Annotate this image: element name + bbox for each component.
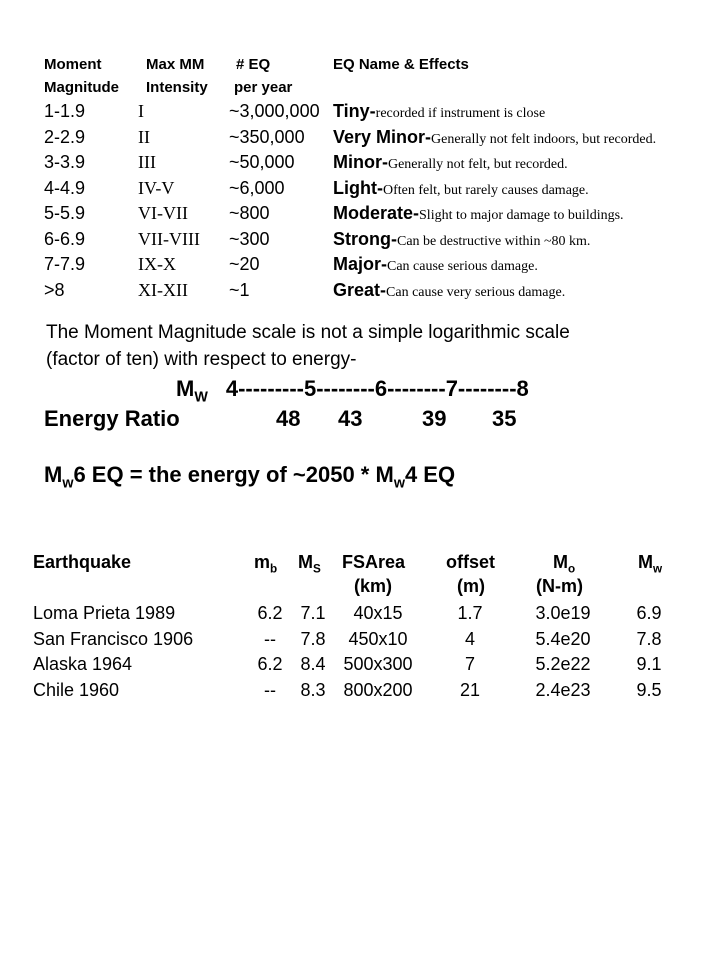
eq-mb-cell: -- [264,628,276,649]
energy-ratio-value: 35 [492,406,517,431]
eq-name: Light- [333,177,383,198]
energy-comparison [44,462,455,491]
t2-header-mb-sub: b [270,562,278,576]
eq-per-year: ~300 [229,228,270,249]
header-magnitude-line1: Moment [44,56,102,73]
magnitude-range: 3-3.9 [44,152,86,172]
eq-name-effect [333,229,590,250]
eq-effect: recorded if instrument is close [375,106,546,121]
eq-per-year: ~1 [229,279,250,300]
eq-offset-cell: 7 [464,654,475,674]
t2-header-earthquake: Earthquake [33,552,132,572]
eq-ms-cell: 7.1 [300,603,326,623]
header-magnitude-line2: Magnitude [44,79,119,96]
mm-intensity: XI-XII [138,279,188,300]
eq-name: Strong- [333,228,397,249]
t2-header-mo-sub: o [568,562,576,576]
eq-name: Tiny- [333,101,376,121]
paragraph-line2: (factor of ten) with respect to energy- [46,349,357,370]
comparison-m1-sub: w [62,475,74,492]
t2-header-ms-main: M [298,552,313,572]
magnitude-range: 4-4.9 [44,177,86,198]
eq-name: Very Minor- [333,126,432,147]
eq-name-cell: San Francisco 1906 [33,628,194,649]
t2-header-offset: offset [446,552,495,572]
t2-header-ms-sub: S [313,562,321,576]
eq-mo-cell: 3.0e19 [535,603,591,623]
t2-header-mb [254,552,277,576]
eq-mb-cell: 6.2 [257,603,283,623]
eq-mo-cell: 5.2e22 [535,654,591,674]
scale-line [176,376,529,405]
eq-name-effect [333,178,589,199]
eq-name: Minor- [333,152,388,172]
eq-mw-cell: 7.8 [636,628,662,649]
eq-name: Major- [333,254,387,274]
t2-header-fsarea: FSArea [342,552,406,572]
mm-intensity: IX-X [138,254,176,274]
t2-header-mo [553,552,575,576]
eq-per-year: ~20 [229,254,260,274]
magnitude-range: 5-5.9 [44,203,86,223]
energy-ratio-value: 39 [422,406,447,431]
eq-effect: Can cause serious damage. [387,259,538,274]
mm-intensity: II [138,126,150,147]
eq-area-cell: 800x200 [343,679,413,700]
eq-name: Great- [333,279,387,300]
eq-ms-cell: 7.8 [300,628,326,649]
header-per-year-line2: per year [234,79,293,96]
t2-header-mw-main: M [638,552,653,572]
comparison-m2-sub: w [393,475,405,492]
eq-name-effect [333,203,624,224]
header-intensity-line1: Max MM [146,56,205,73]
eq-effect: Generally not felt indoors, but recorded. [431,131,657,147]
eq-name-cell: Loma Prieta 1989 [33,603,176,623]
eq-name-effect [333,254,538,275]
mm-intensity: VII-VIII [138,228,200,249]
header-per-year-line1: # EQ [236,56,271,73]
mm-intensity: I [138,101,144,121]
eq-effect: Often felt, but rarely causes damage. [382,182,589,198]
energy-ratio-value: 43 [338,406,363,431]
scale-label: M [176,376,195,401]
t2-header-ms [298,552,321,576]
scale-ticks: 4---------5--------6--------7--------8 [225,376,529,401]
eq-mb-cell: 6.2 [257,654,283,674]
eq-area-cell: 40x15 [353,603,403,623]
eq-effect: Slight to major damage to buildings. [419,208,624,223]
eq-effect: Generally not felt, but recorded. [387,157,568,172]
t2-header-mb-main: m [254,552,271,572]
eq-area-cell: 450x10 [348,628,408,649]
eq-offset-cell: 4 [464,628,475,649]
eq-name-effect [333,101,545,122]
eq-name-cell: Alaska 1964 [33,654,133,674]
magnitude-range: 7-7.9 [44,254,86,274]
magnitude-range: >8 [44,279,65,300]
energy-ratio-label: Energy Ratio [44,406,180,431]
eq-per-year: ~350,000 [229,126,305,147]
t2-header-mw [638,552,662,576]
eq-mw-cell: 6.9 [636,603,662,623]
t2-header-fsarea-unit: (km) [354,576,393,596]
eq-effect: Can be destructive within ~80 km. [396,233,591,249]
mm-intensity: IV-V [138,177,175,198]
eq-mo-cell: 5.4e20 [535,628,591,649]
magnitude-range: 2-2.9 [44,126,86,147]
eq-mw-cell: 9.1 [636,654,662,674]
t2-header-offset-unit: (m) [457,576,485,596]
eq-effect: Can cause very serious damage. [386,284,566,300]
magnitude-range: 1-1.9 [44,101,86,121]
header-intensity-line2: Intensity [146,79,208,96]
eq-per-year: ~6,000 [229,177,285,198]
energy-ratio-value: 48 [276,406,301,431]
comparison-middle: 6 EQ = the energy of ~2050 * M [73,462,394,487]
eq-offset-cell: 21 [459,679,481,700]
mm-intensity: VI-VII [138,203,188,223]
eq-name: Moderate- [333,203,420,223]
eq-mw-cell: 9.5 [636,679,662,700]
eq-name-effect [333,152,568,173]
eq-mb-cell: -- [264,679,276,700]
eq-per-year: ~3,000,000 [229,101,320,121]
t2-header-mo-main: M [553,552,568,572]
eq-area-cell: 500x300 [343,654,413,674]
header-name-effects: EQ Name & Effects [333,56,469,73]
comparison-m1: M [44,462,63,487]
eq-name-effect [333,127,656,148]
eq-offset-cell: 1.7 [457,603,483,623]
eq-name-cell: Chile 1960 [33,679,120,700]
eq-mo-cell: 2.4e23 [535,679,591,700]
mm-intensity: III [138,152,156,172]
scale-label-sub: W [194,389,208,406]
eq-name-effect [333,280,565,301]
eq-per-year: ~800 [229,203,270,223]
eq-ms-cell: 8.3 [300,679,326,700]
paragraph-line1: The Moment Magnitude scale is not a simple logarithmic scale [46,322,570,343]
comparison-end: 4 EQ [404,462,456,487]
magnitude-range: 6-6.9 [44,228,86,249]
eq-ms-cell: 8.4 [300,654,326,674]
eq-per-year: ~50,000 [229,152,295,172]
t2-header-mw-sub: w [653,562,663,576]
t2-header-mo-unit: (N-m) [536,576,583,596]
